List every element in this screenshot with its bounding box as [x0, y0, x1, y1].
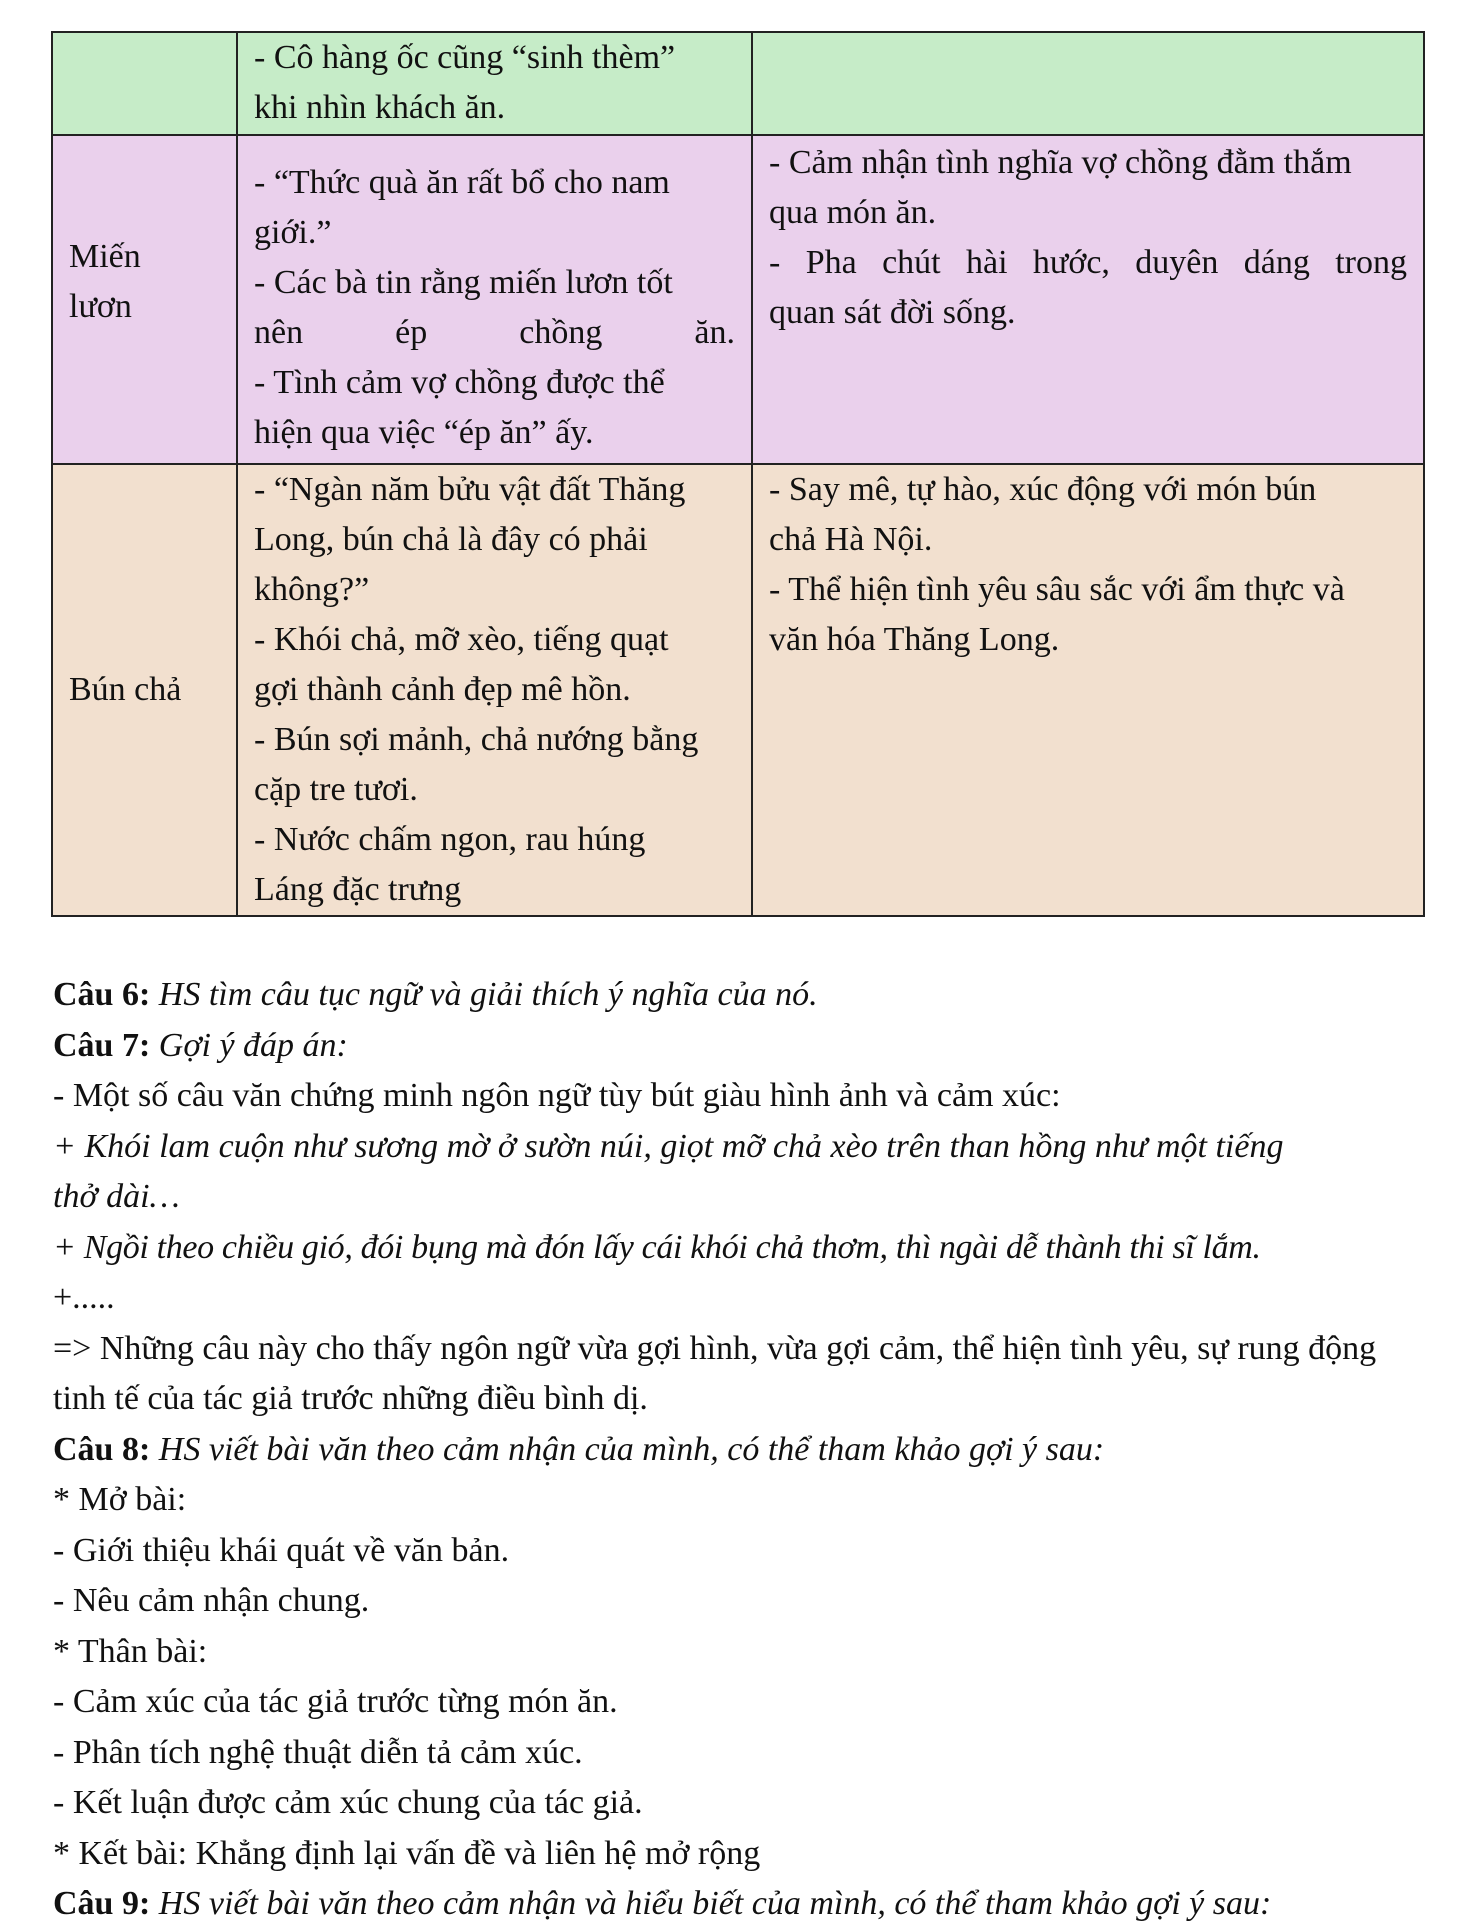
dish-name: Bún chả — [69, 671, 182, 708]
detail-line: không?” — [254, 571, 370, 608]
detail-line: Láng đặc trưng — [254, 871, 462, 908]
example-line: thở dài… — [53, 1178, 180, 1215]
detail-line: Long, bún chả là đây có phải — [254, 521, 648, 558]
feeling-line: - Cảm nhận tình nghĩa vợ chồng đằm thắm — [769, 144, 1352, 181]
detail-line: - Bún sợi mảnh, chả nướng bằng — [254, 721, 699, 758]
outline-item: * Thân bài: — [53, 1632, 208, 1670]
question-text: Gợi ý đáp án: — [158, 1026, 348, 1064]
question-text: HS tìm câu tục ngữ và giải thích ý nghĩa của nó. — [158, 976, 818, 1013]
outline-item: - Cảm xúc của tác giả trước từng món ăn. — [53, 1683, 618, 1720]
question-label: Câu 6: — [53, 976, 151, 1013]
question-text: HS viết bài văn theo cảm nhận của mình, có thể tham khảo gợi ý sau: — [158, 1430, 1105, 1468]
question-7 — [53, 1021, 1425, 1072]
detail-line: - “Thức quà ăn rất bổ cho nam — [254, 164, 670, 201]
detail-line: - Tình cảm vợ chồng được thể — [254, 364, 665, 401]
feeling-line: chả Hà Nội. — [769, 521, 933, 558]
feeling-line: quan sát đời sống. — [769, 294, 1016, 331]
dish-name: Miến lươn — [69, 238, 141, 325]
outline-item: * Kết bài: Khẳng định lại vấn đề và liên hệ mở rộng — [53, 1834, 761, 1872]
outline-item: * Mở bài: — [53, 1481, 187, 1518]
feeling-line: - Pha chút hài hước, duyên dáng trong — [769, 244, 1407, 281]
question-text: HS viết bài văn theo cảm nhận và hiểu biết của mình, có thể tham khảo gợi ý sau: — [158, 1885, 1272, 1922]
feelings-cell — [752, 32, 1424, 135]
detail-line: - “Ngàn năm bửu vật đất Thăng — [254, 471, 686, 508]
conclusion-paragraph: => Những câu này cho thấy ngôn ngữ vừa gợi hình, vừa gợi cảm, thể hiện tình yêu, sự rung động tinh tế của tác giả trước những điều bình dị. — [53, 1329, 1377, 1417]
table-row — [52, 464, 1424, 916]
details-cell — [237, 464, 752, 916]
detail-line: giới.” — [254, 214, 332, 251]
detail-line: - Khói chả, mỡ xèo, tiếng quạt — [254, 621, 669, 658]
answer-content — [53, 970, 1425, 1930]
detail-line: khi nhìn khách ăn. — [254, 89, 506, 126]
dish-cell — [52, 464, 237, 916]
detail-line: hiện qua việc “ép ăn” ấy. — [254, 414, 594, 451]
table-row — [52, 135, 1424, 464]
feelings-cell — [752, 464, 1424, 916]
detail-line: cặp tre tươi. — [254, 771, 418, 808]
question-label: Câu 7: — [53, 1026, 151, 1064]
feeling-line: qua món ăn. — [769, 194, 937, 231]
dish-cell — [52, 32, 237, 135]
details-cell — [237, 32, 752, 135]
outline-item: - Giới thiệu khái quát về văn bản. — [53, 1531, 510, 1569]
question-6 — [53, 970, 1425, 1021]
detail-line: nên ép chồng ăn. — [254, 314, 735, 351]
outline-item: - Nêu cảm nhận chung. — [53, 1582, 370, 1619]
feelings-cell — [752, 135, 1424, 464]
outline-item: - Phân tích nghệ thuật diễn tả cảm xúc. — [53, 1733, 583, 1771]
detail-line: - Cô hàng ốc cũng “sinh thèm” — [254, 39, 676, 76]
table-row — [52, 32, 1424, 135]
question-label: Câu 8: — [53, 1430, 151, 1468]
feeling-line: - Say mê, tự hào, xúc động với món bún — [769, 471, 1317, 508]
outline-item: - Kết luận được cảm xúc chung của tác giả. — [53, 1784, 643, 1821]
example-line: + Ngồi theo chiều gió, đói bụng mà đón lấy cái khói chả thơm, thì ngài dễ thành thi sĩ lắm. — [53, 1228, 1261, 1266]
feeling-line: văn hóa Thăng Long. — [769, 621, 1060, 658]
detail-line: gợi thành cảnh đẹp mê hồn. — [254, 671, 631, 708]
question-label: Câu 9: — [53, 1885, 151, 1922]
detail-line: - Các bà tin rằng miến lươn tốt — [254, 264, 673, 301]
details-cell — [237, 135, 752, 464]
detail-line: - Nước chấm ngon, rau húng — [254, 821, 646, 858]
dish-cell — [52, 135, 237, 464]
paragraph: - Một số câu văn chứng minh ngôn ngữ tùy bút giàu hình ảnh và cảm xúc: — [53, 1077, 1061, 1114]
question-8 — [53, 1425, 1425, 1476]
question-9 — [53, 1879, 1425, 1930]
food-table — [51, 31, 1425, 917]
example-line: + Khói lam cuộn như sương mờ ở sườn núi, giọt mỡ chả xèo trên than hồng như một tiếng — [53, 1127, 1284, 1165]
feeling-line: - Thể hiện tình yêu sâu sắc với ẩm thực và — [769, 571, 1345, 608]
example-line: +..... — [53, 1279, 115, 1316]
